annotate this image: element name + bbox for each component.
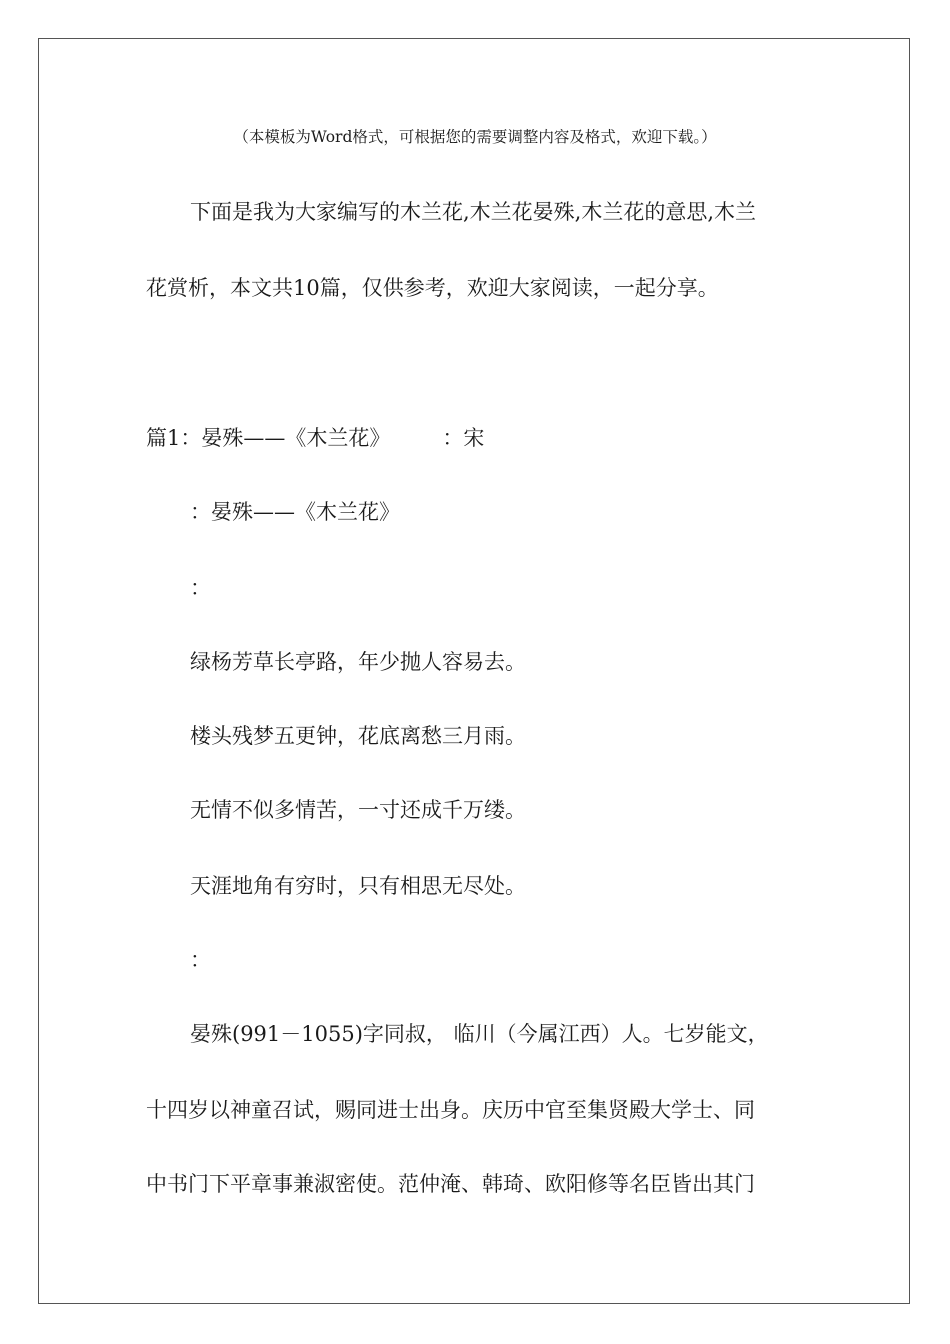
section-heading: [146, 424, 484, 452]
author-line: ：晏殊——《木兰花》: [190, 500, 400, 524]
poem-line: 绿杨芳草长亭路，年少抛人容易去。: [190, 650, 526, 674]
poem-line: 楼头残梦五更钟，花底离愁三月雨。: [190, 724, 526, 748]
bio-line: 晏殊(991－1055)字同叔， 临川（今属江西）人。七岁能文，: [190, 1022, 769, 1046]
dynasty-label: ：宋: [442, 426, 485, 450]
bio-line: 十四岁以神童召试，赐同进士出身。庆历中官至集贤殿大学士、同: [146, 1098, 755, 1122]
intro-line-1: 下面是我为大家编写的木兰花,木兰花晏殊,木兰花的意思,木兰: [190, 200, 757, 224]
bio-label-colon: ：: [190, 948, 211, 972]
intro-line-2: 花赏析，本文共10篇，仅供参考，欢迎大家阅读，一起分享。: [146, 276, 719, 300]
bio-line: 中书门下平章事兼淑密使。范仲淹、韩琦、欧阳修等名臣皆出其门: [146, 1172, 755, 1196]
poem-label-colon: ：: [190, 576, 211, 600]
template-note: （本模板为Word格式，可根据您的需要调整内容及格式，欢迎下载。）: [233, 128, 717, 146]
poem-line: 天涯地角有穷时，只有相思无尽处。: [190, 874, 526, 898]
poem-line: 无情不似多情苦，一寸还成千万缕。: [190, 798, 526, 822]
section-title: 篇1：晏殊——《木兰花》: [146, 426, 391, 450]
